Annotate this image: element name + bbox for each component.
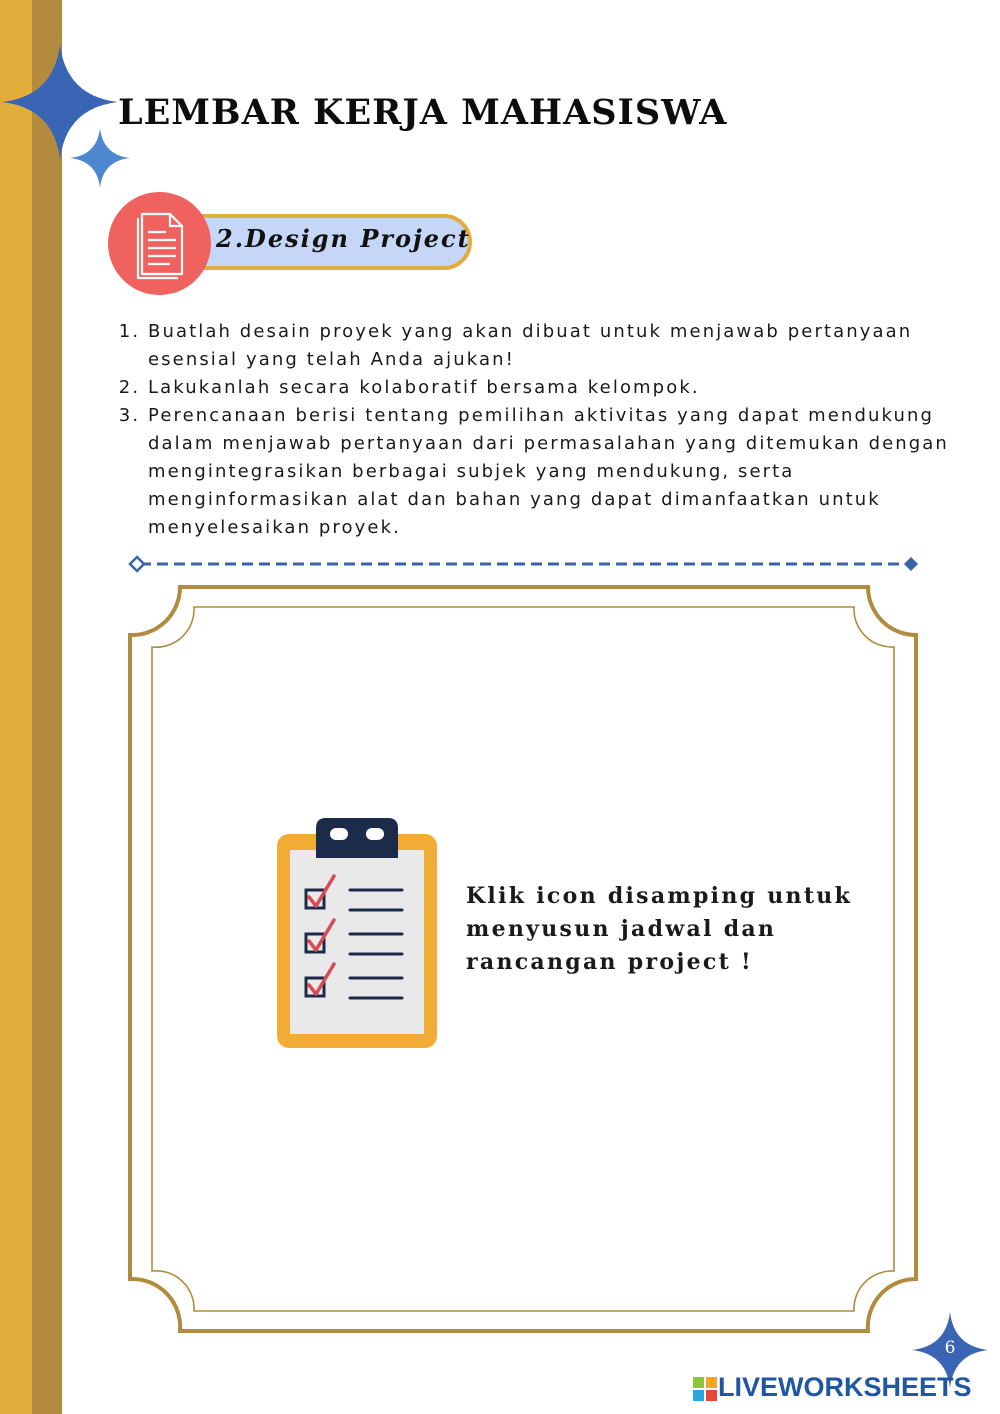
project-hint: Klik icon disamping untuk menyusun jadwal dan rancangan project ! [466,883,853,975]
document-icon [108,192,211,295]
clipboard-checklist-icon[interactable] [276,818,438,1050]
liveworksheets-logo-icon [693,1377,717,1401]
instruction-list [100,318,978,542]
list-item: 2. Lakukanlah secara kolaboratif bersama kelompok. [148,374,978,402]
section-badge [108,192,211,295]
list-item: 1. Buatlah desain proyek yang akan dibuat untuk menjawab pertanyaan esensial yang telah Anda ajukan! [148,318,978,374]
page-title: LEMBAR KERJA MAHASISWA [118,92,728,133]
liveworksheets-watermark[interactable]: LIVEWORKSHEETS [718,1372,972,1402]
small-star-icon [70,128,130,188]
page-number: 6 [944,1338,956,1358]
section-label: 2.Design Project [216,224,471,253]
dashed-divider [128,554,922,574]
list-item: 3. Perencanaan berisi tentang pemilihan aktivitas yang dapat mendukung dalam menjawab pertanyaan dari permasalahan yang ditemukan dengan mengintegrasikan berbagai subjek yang mendukung, serta menginformasikan alat dan bahan yang dapat dimanfaatkan untuk menyelesaikan proyek. [148,402,978,542]
side-stripe-dark [32,0,62,1414]
